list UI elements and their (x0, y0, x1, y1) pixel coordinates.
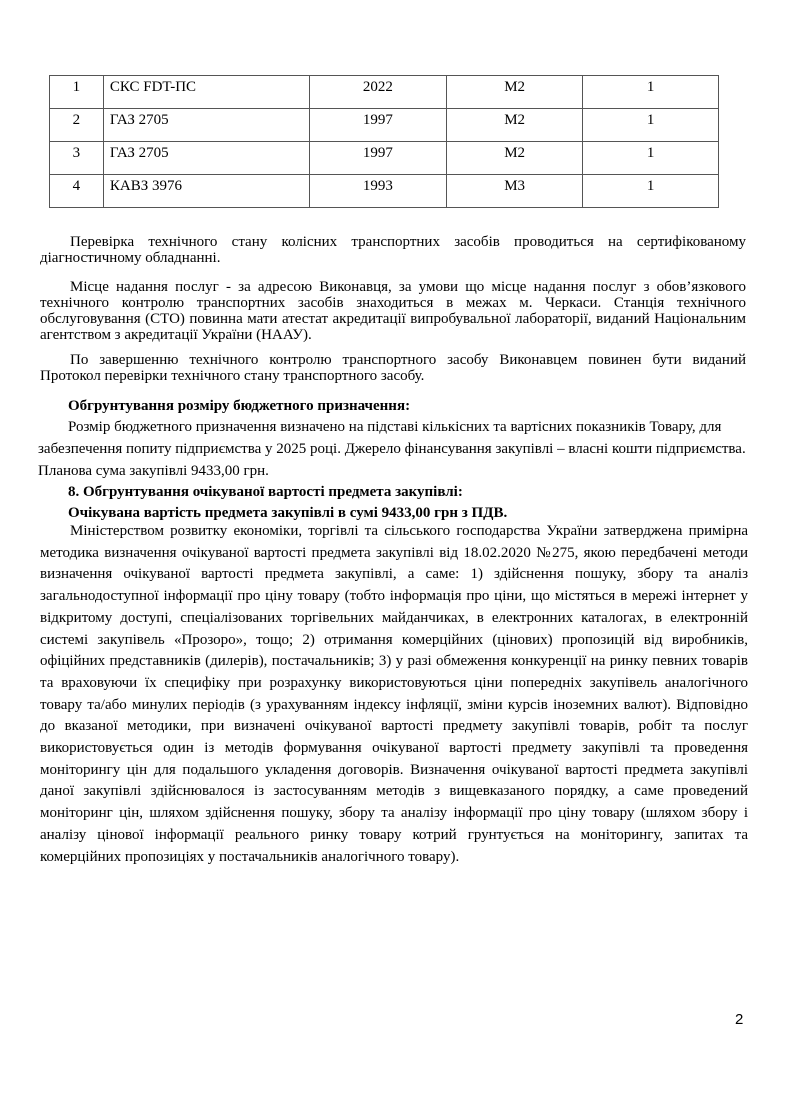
row-number: 4 (50, 175, 104, 208)
vehicle-quantity: 1 (583, 175, 719, 208)
vehicle-year: 1993 (309, 175, 446, 208)
vehicle-quantity: 1 (583, 76, 719, 109)
vehicle-category: М2 (446, 76, 582, 109)
vehicle-year: 1997 (309, 142, 446, 175)
page-number: 2 (735, 1011, 744, 1028)
paragraph-protocol: По завершенню технічного контролю транспортного засобу Виконавцем повинен бути виданий Протокол перевірки технічного стану транспортного засобу. (40, 352, 746, 384)
paragraph-equipment: Перевірка технічного стану колісних транспортних засобів проводиться на сертифікованому діагностичному обладнанні. (40, 234, 746, 266)
table-row (50, 109, 719, 142)
row-number: 3 (50, 142, 104, 175)
vehicle-name: ГАЗ 2705 (103, 109, 309, 142)
row-number: 2 (50, 109, 104, 142)
vehicle-year: 2022 (309, 76, 446, 109)
vehicle-category: М2 (446, 109, 582, 142)
budget-paragraph: Розмір бюджетного призначення визначено на підставі кількісних та вартісних показників Товару, для забезпечення попиту підприємства у 2025 році. Джерело фінансування закупівлі – власні кошти підприємства. Планова сума закупівлі 9433,00 грн. (38, 419, 746, 479)
vehicle-quantity: 1 (583, 142, 719, 175)
vehicle-quantity: 1 (583, 109, 719, 142)
paragraph-service-location: Місце надання послуг - за адресою Виконавця, за умови що місце надання послуг з обов’язкового технічного контролю транспортних засобів знаходиться в межах м. Черкаси. Станція технічного обслуговування (СТО) повинна мати атестат акредитації випробувальної лабораторії, виданий Національним агентством з акредитації України (НААУ). (40, 279, 746, 343)
section-8-paragraph: Міністерством розвитку економіки, торгівлі та сільського господарства України затверджена примірна методика визначення очікуваної вартості предмета закупівлі від 18.02.2020 №275, якою передбачені методи визначення очікуваної вартості предмета закупівлі, а саме: 1) здійснення пошуку, збору та аналіз загальнодоступної інформації про ціну товару (тобто інформація про ціни, що містяться в мережі інтернет у відкритому доступі, спеціалізованих торгівельних майданчиках, в електронних каталогах, в електронній системі закупівель «Прозоро», тощо; 2) отримання комерційних (цінових) пропозицій від виробників, офіційних представників (дилерів), постачальників; 3) у разі обмеження конкуренції на ринку певних товарів та враховуючи їх специфіку при розрахунку використовуються ціни попередніх закупівель аналогічного товару та/або минулих періодів (з урахуванням індексу інфляції, зміни курсів іноземних валют). Відповідно до вказаної методики, при визначені очікуваної вартості предмету закупівлі товарів, робіт та послуг використовується один із методів формування очікуваної вартості предмету закупівлі та проведення моніторингу цін для подальшого укладення договорів. Визначення очікуваної вартості предмета закупівлі даної закупівлі здійснювалося із застосуванням методів з вищевказаного порядку, а саме проведений моніторинг цін, шляхом здійснення пошуку, збору та аналізу інформації про ціну товару (шляхом збору і аналізу цінової інформації реального ринку товару котрий грунтується на моніторингу, запитах та комерційних пропозиціях у постачальників аналогічного товару). (40, 523, 748, 865)
section-8-heading: 8. Обгрунтування очікуваної вартості предмета закупівлі: (68, 484, 463, 500)
vehicle-name: СКС FDT-ПС (103, 76, 309, 109)
vehicle-name: КАВЗ 3976 (103, 175, 309, 208)
section-8-subheading: Очікувана вартість предмета закупівлі в сумі 9433,00 грн з ПДВ. (68, 505, 508, 521)
vehicle-category: М3 (446, 175, 582, 208)
vehicle-year: 1997 (309, 109, 446, 142)
row-number: 1 (50, 76, 104, 109)
budget-heading: Обгрунтування розміру бюджетного призначення: (68, 398, 411, 414)
vehicle-name: ГАЗ 2705 (103, 142, 309, 175)
vehicle-category: М2 (446, 142, 582, 175)
vehicles-table (49, 75, 719, 208)
table-row (50, 175, 719, 208)
table-row (50, 142, 719, 175)
table-row (50, 76, 719, 109)
